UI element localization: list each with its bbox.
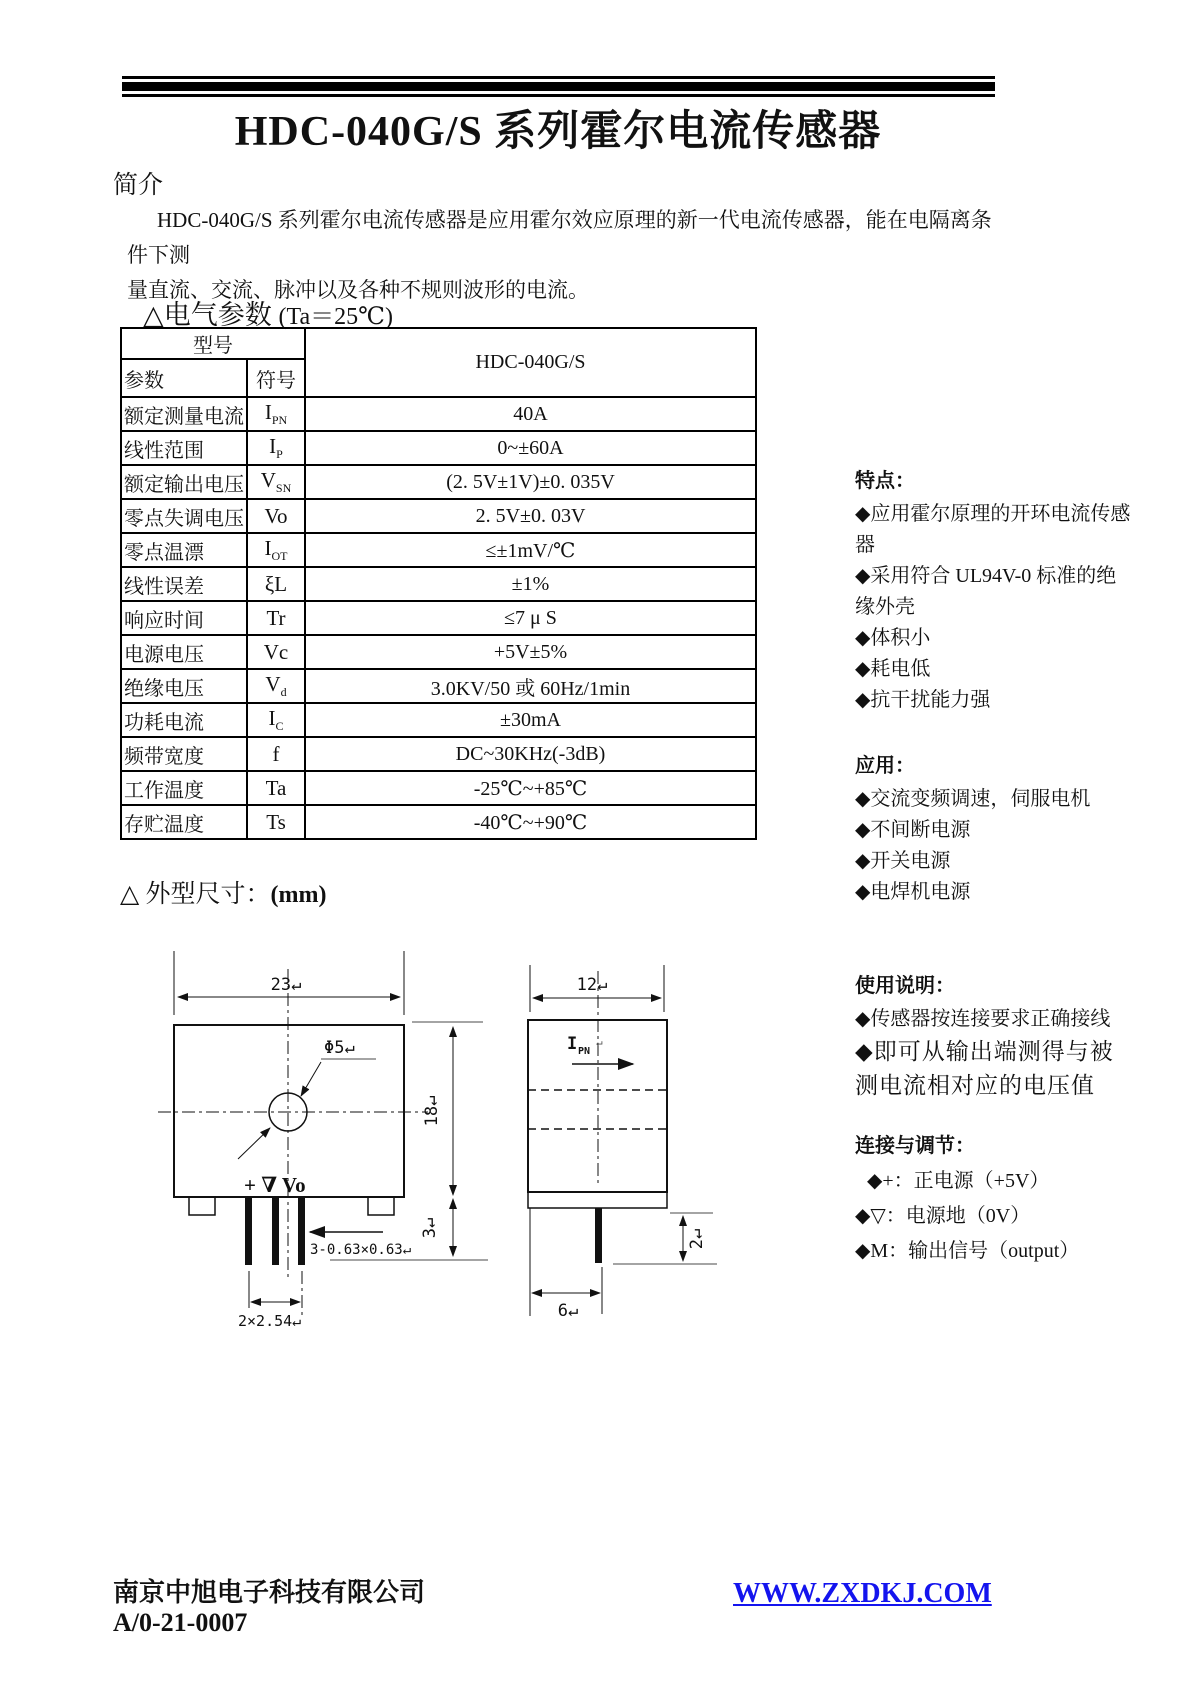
pin [595, 1208, 602, 1263]
param-value: ≤7 μ S [305, 601, 756, 635]
electrical-params-table [120, 327, 757, 840]
param-name: 零点温漂 [121, 533, 247, 567]
pin-polarity-labels: + ∇ Vo [244, 1173, 306, 1197]
electrical-params-condition: (Ta＝25℃) [278, 304, 393, 330]
footer-doc-number: A/0-21-0007 [113, 1608, 248, 1637]
features-heading: 特点： [855, 470, 915, 492]
usage-block [855, 971, 1131, 1103]
param-value: 2. 5V±0. 03V [305, 499, 756, 533]
return-mark: ↵ [596, 1036, 603, 1049]
page-title: HDC-040G/S 系列霍尔电流传感器 [234, 109, 882, 155]
list-item: ◆▽：电源地（0V） [855, 1205, 1031, 1227]
table-row [121, 771, 756, 805]
param-value: -40℃~+90℃ [305, 805, 756, 839]
rule-thin-top [122, 76, 995, 79]
list-item: ◆交流变频调速，伺服电机 [855, 788, 1091, 810]
mounting-foot-left [189, 1197, 215, 1215]
param-value: ±1% [305, 567, 756, 601]
list-item: ◆M：输出信号（output） [855, 1240, 1080, 1262]
applications-heading: 应用： [855, 755, 915, 777]
intro-line-2: 量直流、交流、脉冲以及各种不规则波形的电流。 [127, 278, 589, 302]
corner-param-label: 参数 [121, 359, 247, 397]
param-name: 频带宽度 [121, 737, 247, 771]
leader-line [301, 1062, 321, 1096]
rule-thin-bottom [122, 94, 995, 97]
param-value: +5V±5% [305, 635, 756, 669]
connection-block [855, 1131, 1155, 1269]
table-header-row-1 [121, 328, 756, 359]
list-item: ◆不间断电源 [855, 819, 971, 841]
table-row [121, 635, 756, 669]
current-label: I [567, 1034, 578, 1054]
param-name: 额定测量电流 [121, 397, 247, 431]
param-value: 3.0KV/50 或 60Hz/1min [305, 669, 756, 703]
param-symbol: Ts [247, 805, 305, 839]
rule-thick [122, 82, 995, 91]
param-name: 响应时间 [121, 601, 247, 635]
applications-block [855, 751, 1131, 908]
corner-symbol-label: 符号 [247, 359, 305, 397]
intro-heading: 简介 [113, 172, 164, 199]
param-symbol: $V_d$ [247, 669, 305, 703]
param-symbol: Tr [247, 601, 305, 635]
dim-hole-dia: Φ5↵ [324, 1038, 355, 1058]
param-value: 40A [305, 397, 756, 431]
table-row [121, 431, 756, 465]
param-name: 线性范围 [121, 431, 247, 465]
param-symbol: $I_{PN}$ [247, 397, 305, 431]
outline-dimensions-heading [120, 874, 326, 910]
dim-front-height: 18↵ [422, 1095, 442, 1127]
electrical-params-heading-text: △电气参数 [143, 300, 272, 330]
list-item: ◆体积小 [855, 627, 931, 649]
param-name: 存贮温度 [121, 805, 247, 839]
applications-list [855, 784, 1131, 908]
dim-side-pin-offset: 6↵ [557, 1301, 579, 1321]
param-symbol: $V_{SN}$ [247, 465, 305, 499]
param-name: 绝缘电压 [121, 669, 247, 703]
param-symbol: Ta [247, 771, 305, 805]
leader-line [238, 1128, 270, 1159]
param-symbol: Vc [247, 635, 305, 669]
table-row [121, 465, 756, 499]
param-value: (2. 5V±1V)±0. 035V [305, 465, 756, 499]
header-rules [122, 76, 995, 97]
param-value: ±30mA [305, 703, 756, 737]
param-symbol: Vo [247, 499, 305, 533]
param-name: 电源电压 [121, 635, 247, 669]
side-base [528, 1192, 667, 1208]
table-row [121, 805, 756, 839]
param-value: -25℃~+85℃ [305, 771, 756, 805]
pin [272, 1197, 279, 1265]
list-item: ◆采用符合 UL94V-0 标准的绝缘外壳 [855, 565, 1117, 618]
dim-front-width: 23↵ [270, 975, 302, 995]
param-name: 功耗电流 [121, 703, 247, 737]
table-row [121, 601, 756, 635]
table-row [121, 397, 756, 431]
features-list [855, 499, 1131, 716]
dim-pin-pitch: 2×2.54↵ [238, 1312, 302, 1330]
param-value: 0~±60A [305, 431, 756, 465]
dim-side-pin-length: 2↵ [687, 1228, 707, 1250]
usage-list [855, 1004, 1131, 1103]
list-item: ◆抗干扰能力强 [855, 689, 991, 711]
outline-drawing [140, 935, 780, 1355]
dim-side-width: 12↵ [576, 975, 608, 995]
param-symbol: ξL [247, 567, 305, 601]
outline-dimensions-heading-text: △ 外型尺寸： [120, 881, 271, 908]
intro-line-1: HDC-040G/S 系列霍尔电流传感器是应用霍尔效应原理的新一代电流传感器，能在电隔离条件下测 [127, 208, 992, 267]
table-row [121, 703, 756, 737]
param-name: 零点失调电压 [121, 499, 247, 533]
list-item: ◆电焊机电源 [855, 881, 971, 903]
list-item: ◆耗电低 [855, 658, 931, 680]
current-label-sub: PN [578, 1046, 591, 1057]
pin [245, 1197, 252, 1265]
mounting-foot-right [368, 1197, 394, 1215]
corner-model-label: 型号 [121, 328, 305, 359]
dim-pin-cross-section: 3-0.63×0.63↵ [310, 1242, 412, 1258]
usage-heading: 使用说明： [855, 975, 955, 997]
list-item: ◆传感器按连接要求正确接线 [855, 1008, 1111, 1030]
param-name: 额定输出电压 [121, 465, 247, 499]
features-block [855, 466, 1131, 716]
table-row [121, 567, 756, 601]
list-item: ◆开关电源 [855, 850, 951, 872]
param-symbol: $I_P$ [247, 431, 305, 465]
param-value: ≤±1mV/℃ [305, 533, 756, 567]
list-item: ◆即可从输出端测得与被测电流相对应的电压值 [855, 1039, 1114, 1098]
pin [298, 1197, 305, 1265]
connection-heading: 连接与调节： [855, 1135, 975, 1157]
param-symbol: $I_{OT}$ [247, 533, 305, 567]
connection-list [855, 1164, 1155, 1269]
footer-company-name: 南京中旭电子科技有限公司 [113, 1578, 426, 1607]
param-symbol: f [247, 737, 305, 771]
model-header: HDC-040G/S [305, 328, 756, 397]
footer-website-link[interactable]: WWW.ZXDKJ.COM [733, 1578, 992, 1609]
param-name: 线性误差 [121, 567, 247, 601]
param-symbol: $I_C$ [247, 703, 305, 737]
list-item: ◆应用霍尔原理的开环电流传感器 [855, 503, 1131, 556]
list-item: ◆+：正电源（+5V） [867, 1170, 1050, 1192]
table-row [121, 499, 756, 533]
param-value: DC~30KHz(-3dB) [305, 737, 756, 771]
param-name: 工作温度 [121, 771, 247, 805]
front-body [174, 1025, 404, 1197]
table-row [121, 737, 756, 771]
dim-pin-length: 3↵ [420, 1217, 440, 1239]
table-row [121, 669, 756, 703]
outline-dimensions-unit: (mm) [270, 882, 327, 908]
table-row [121, 533, 756, 567]
